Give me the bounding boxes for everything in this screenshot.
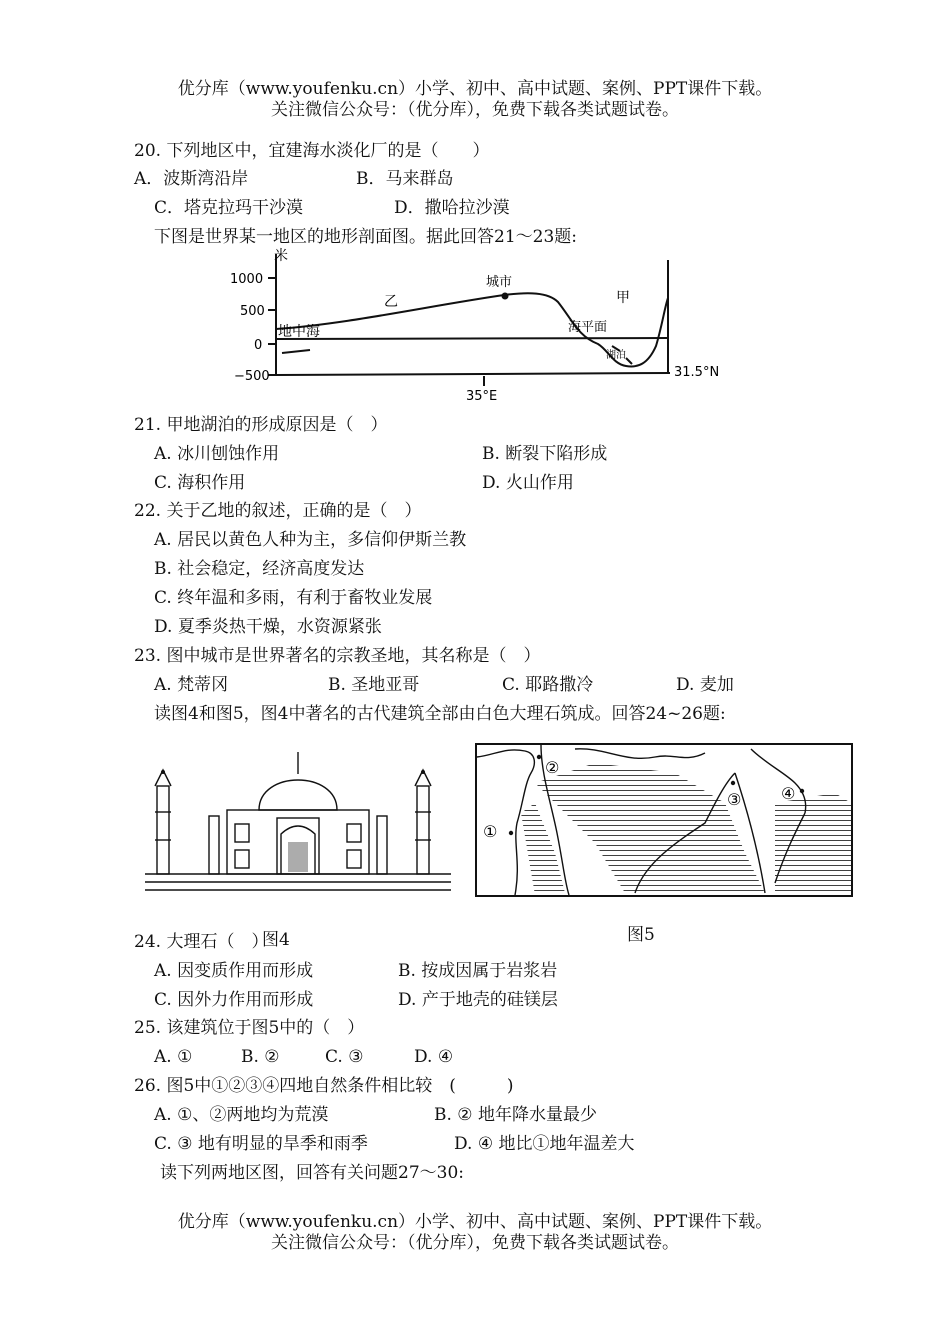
q20-option-b: B．马来群岛 xyxy=(356,169,454,189)
q21-option-c: C. 海积作用 xyxy=(154,473,246,493)
terrain-profile-diagram xyxy=(228,246,738,406)
q22-option-a: A. 居民以黄色人种为主，多信仰伊斯兰教 xyxy=(154,530,467,550)
q24-option-a: A. 因变质作用而形成 xyxy=(154,961,314,981)
q24-stem: 24. 大理石（ ） xyxy=(134,932,269,952)
q20-option-a: A．波斯湾沿岸 xyxy=(134,169,249,189)
label-city: 城市 xyxy=(486,275,513,290)
q24-option-c: C. 因外力作用而形成 xyxy=(154,990,314,1010)
header-line-2: 关注微信公众号：（优分库），免费下载各类试题试卷。 xyxy=(271,100,679,120)
footer-line-2: 关注微信公众号：（优分库），免费下载各类试题试卷。 xyxy=(271,1233,679,1253)
q20-option-d: D．撒哈拉沙漠 xyxy=(394,198,510,218)
q22-option-d: D. 夏季炎热干燥，水资源紧张 xyxy=(154,617,382,637)
q20-stem: 20. 下列地区中，宜建海水淡化厂的是（ ） xyxy=(134,141,490,161)
figure-4-building xyxy=(145,742,451,900)
footer-line-1: 优分库（www.youfenku.cn）小学、初中、高中试题、案例、PPT课件下载。 xyxy=(177,1212,773,1232)
q23-stem: 23. 图中城市是世界著名的宗教圣地，其名称是（ ） xyxy=(134,646,541,666)
q23-option-d: D. 麦加 xyxy=(676,675,734,695)
tick-minus-500: −500 xyxy=(234,369,270,384)
q25-option-d: D. ④ xyxy=(414,1047,454,1067)
q25-option-c: C. ③ xyxy=(325,1047,364,1067)
q26-option-c: C. ③ 地有明显的旱季和雨季 xyxy=(154,1134,368,1154)
q21-option-b: B. 断裂下陷形成 xyxy=(482,444,608,464)
label-jia: 甲 xyxy=(616,290,630,306)
q25-option-b: B. ② xyxy=(241,1047,280,1067)
intro-24-26: 读图4和图5，图4中著名的古代建筑全部由白色大理石筑成。回答24~26题: xyxy=(154,704,726,724)
q22-stem: 22. 关于乙地的叙述，正确的是（ ） xyxy=(134,501,422,521)
q21-option-d: D. 火山作用 xyxy=(482,473,574,493)
intro-21-23: 下图是世界某一地区的地形剖面图。据此回答21～23题: xyxy=(154,227,577,247)
q23-option-c: C. 耶路撒冷 xyxy=(502,675,594,695)
q21-stem: 21. 甲地湖泊的形成原因是（ ） xyxy=(134,415,388,435)
map-marker-4: ④ xyxy=(781,784,796,803)
q22-option-b: B. 社会稳定，经济高度发达 xyxy=(154,559,365,579)
q25-option-a: A. ① xyxy=(154,1047,193,1067)
q26-stem: 26. 图5中①②③④四地自然条件相比较 ( ) xyxy=(134,1076,514,1096)
q26-option-d: D. ④ 地比①地年温差大 xyxy=(454,1134,635,1154)
figure-4-caption: 图4 xyxy=(262,930,290,950)
label-yi: 乙 xyxy=(384,294,398,310)
intro-27-30: 读下列两地区图，回答有关问题27～30: xyxy=(160,1163,464,1183)
q21-option-a: A. 冰川刨蚀作用 xyxy=(154,444,280,464)
map-marker-3: ③ xyxy=(727,790,742,809)
q26-option-a: A. ①、②两地均为荒漠 xyxy=(154,1105,329,1125)
figure-5-map xyxy=(475,743,853,897)
map-marker-2: ② xyxy=(545,758,560,777)
tick-0: 0 xyxy=(254,338,263,353)
q25-stem: 25. 该建筑位于图5中的（ ） xyxy=(134,1018,365,1038)
q26-option-b: B. ② 地年降水量最少 xyxy=(434,1105,597,1125)
q24-option-b: B. 按成因属于岩浆岩 xyxy=(398,961,558,981)
city-dot-icon xyxy=(502,293,509,300)
figure-5-caption: 图5 xyxy=(627,925,655,945)
label-latitude: 31.5°N xyxy=(674,365,720,380)
label-longitude: 35°E xyxy=(466,389,498,404)
q24-option-d: D. 产于地壳的硅镁层 xyxy=(398,990,558,1010)
label-lake: 湖泊 xyxy=(606,350,626,361)
q22-option-c: C. 终年温和多雨，有利于畜牧业发展 xyxy=(154,588,433,608)
label-mediterranean: 地中海 xyxy=(278,324,320,340)
label-sea-level: 海平面 xyxy=(568,320,608,335)
tick-1000: 1000 xyxy=(230,272,264,287)
q23-option-b: B. 圣地亚哥 xyxy=(328,675,420,695)
map-marker-1: ① xyxy=(483,822,498,841)
header-line-1: 优分库（www.youfenku.cn）小学、初中、高中试题、案例、PPT课件下载。 xyxy=(177,79,773,99)
tick-500: 500 xyxy=(240,304,265,319)
q20-option-c: C．塔克拉玛干沙漠 xyxy=(154,198,304,218)
y-unit-label: 米 xyxy=(274,248,288,264)
q23-option-a: A. 梵蒂冈 xyxy=(154,675,229,695)
